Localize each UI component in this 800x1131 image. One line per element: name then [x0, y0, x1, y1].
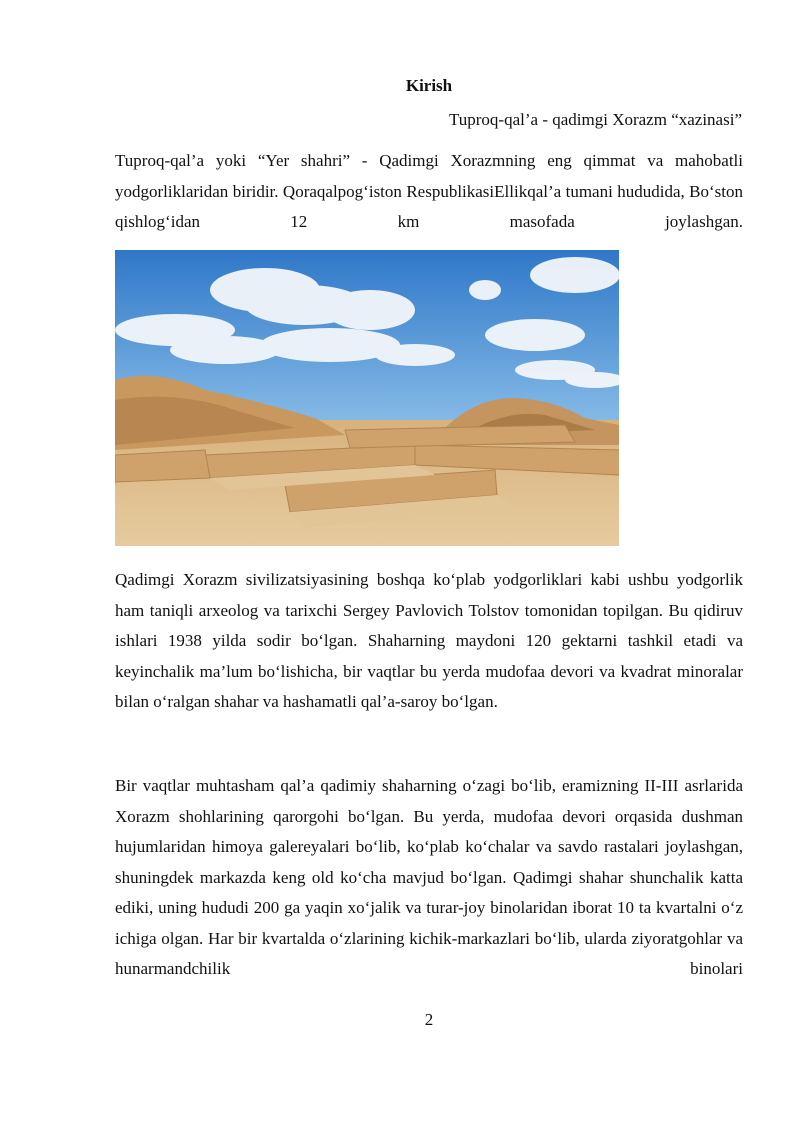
- page-number: 2: [424, 1010, 434, 1029]
- ruins-photo: [115, 250, 619, 546]
- paragraph-discovery: Qadimgi Xorazm sivilizatsiyasining boshqa ko‘plab yodgorliklari kabi ushbu yodgorlik ham taniqli arxeolog va tarixchi Sergey Pavlovich Tolstov tomonidan topilgan. Bu qidiruv ishlari 1938 yilda sodir bo‘lgan. Shaharning maydoni 120 gektarni tashkil etadi va keyinchalik ma’lum bo‘lishicha, bir vaqtlar bu yerda mudofaa devori va kvadrat minoralar bilan o‘ralgan shahar va hashamatli qal’a-saroy bo‘lgan.: [115, 570, 743, 711]
- paragraph-intro: Tuproq-qal’a yoki “Yer shahri” - Qadimgi Xorazmning eng qimmat va mahobatli yodgorliklaridan biridir. Qoraqalpog‘iston RespublikasiEllikqal’a tumani hududida, Bo‘ston qishlog‘idan 12 km masofada joylashgan.: [115, 151, 743, 231]
- toprak-kala-ruins-photo-icon: [115, 250, 619, 546]
- paragraph-history: Bir vaqtlar muhtasham qal’a qadimiy shaharning o‘zagi bo‘lib, eramizning II-III asrlarida Xorazm shohlarining qarorgohi bo‘lgan. Bu yerda, mudofaa devori orqasida dushman hujumlaridan himoya galereyalari bo‘lib, ko‘plab ko‘chalar va savdo rastalari joylashgan, shuningdek markazda keng old ko‘cha mavjud bo‘lgan. Qadimgi shahar shunchalik katta ediki, uning hududi 200 ga yaqin xo‘jalik va turar-joy binolaridan iborat 10 ta kvartalni o‘z ichiga olgan. Har bir kvartalda o‘zlarining kichik-markazlari bo‘lib, ularda ziyoratgohlar va hunarmandchilik binolari: [115, 776, 743, 978]
- section-heading: Kirish: [405, 76, 453, 95]
- section-subheading: Tuproq-qal’a - qadimgi Xorazm “xazinasi”: [448, 110, 742, 129]
